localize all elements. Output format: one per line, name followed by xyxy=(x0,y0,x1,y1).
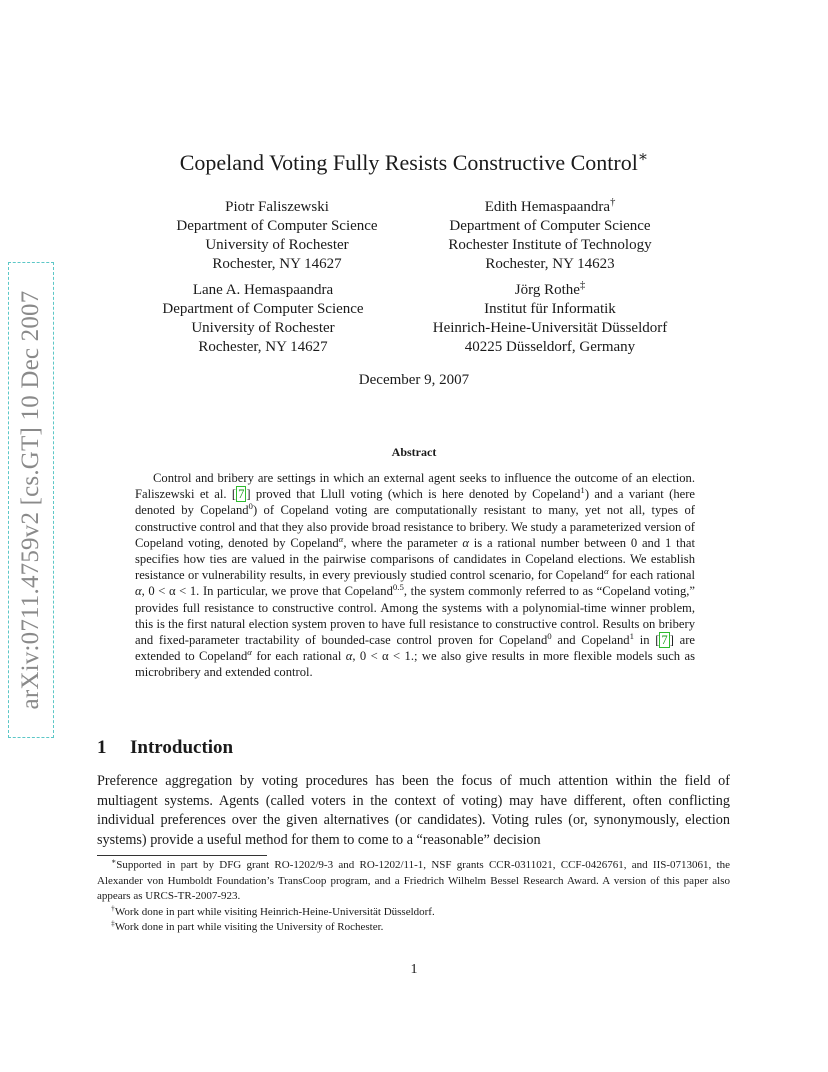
abstract-text: for each rational xyxy=(611,568,695,583)
alpha-symbol: α xyxy=(135,584,142,599)
superscript: 0 xyxy=(248,501,253,512)
abstract-text: ) and a variant (here denoted by Copeland xyxy=(135,487,696,518)
abstract-text: Control and bribery are settings in which an external agent seeks to influence the outcome of an election. Faliszewski et al. xyxy=(135,471,695,502)
author-address: Rochester, NY 14623 xyxy=(485,256,615,272)
footnote-text: Supported in part by DFG grant RO-1202/9-3 and RO-1202/11-1, NSF grants CCR-0311021, CCF-0426761, and IIS-0713061, the Alexander von Humboldt Foundation’s TransCoop program, and a Friedrich Wilhelm Bessel Research Award. A version of this paper also appears as URCS-TR-2007-923. xyxy=(97,859,730,902)
footnote-text: Work done in part while visiting Heinrich-Heine-Universität Düsseldorf. xyxy=(114,905,435,918)
title-footnote-mark: ∗ xyxy=(637,148,649,166)
abstract-text: proved that Llull voting (which is here denoted by Copeland xyxy=(255,487,581,502)
superscript: 0.5 xyxy=(392,582,404,593)
alpha-range: , 0 < α < 1. xyxy=(352,649,414,664)
abstract-text: , the system commonly referred to as “Copeland voting,” provides full resistance to constructive control. Among the systems with a polynomial-time winner problem, this is the first natural election system proven to have full resistance to constructive control. Results on bribery and fixed-parameter tractability of bounded-case control proven for Copeland xyxy=(135,584,696,648)
paper-title xyxy=(0,150,828,176)
section-heading xyxy=(97,737,233,759)
footnote xyxy=(97,902,730,921)
arxiv-stamp-text: arXiv:0711.4759v2 [cs.GT] 10 Dec 2007 xyxy=(17,290,44,710)
author-block-4 xyxy=(412,281,688,357)
footnote-mark: ∗ xyxy=(111,856,117,866)
author-name: Lane A. Hemaspaandra xyxy=(192,282,334,298)
abstract-paragraph: Control and bribery are settings in which an external agent seeks to influence the outcome of an election. Faliszewski et al. [ 7 ] proved that Llull voting (which is here denoted by Copeland$^1$) and a variant (here denoted by Copeland$^0$) of Copeland voting are computationally resistant to many, yet not all, types of constructive control and that they also provide broad resistance to bribery. We study a parameterized version of Copeland voting, denoted by Copeland$^\alpha$, where the parameter α is a rational number between 0 and 1 that specifies how ties are valued in the pairwise comparisons of candidates in Copeland elections. We establish resistance or vulnerability results, in every previously studied control scenario, for Copeland$^\alpha$ for each rational α, 0 < α < 1. In particular, we prove that Copeland$^{0.5}$, the system commonly referred to as “Copeland voting,” provides full resistance to constructive control. Among the systems with a polynomial-time winner problem, this is the first natural election system proven to have full resistance to constructive control. Results on bribery and fixed-parameter tractability of bounded-case control proven for Copeland$^0$ and Copeland$^1$ in [ 7 ] are extended to Copeland$^\alpha$ for each rational α, 0 < α < 1.; we also give results in more flexible models such as microbribery and extended control. xyxy=(135,471,696,680)
alpha-symbol: α xyxy=(338,533,344,544)
footnote-divider xyxy=(97,855,267,856)
author-institution: Rochester Institute of Technology xyxy=(448,237,652,253)
author-block-1 xyxy=(155,198,399,274)
author-name: Jörg Rothe xyxy=(514,282,580,298)
footnote-mark: † xyxy=(111,902,115,912)
author-address: Rochester, NY 14627 xyxy=(212,256,342,272)
superscript: 0 xyxy=(547,630,552,641)
author-address: 40225 Düsseldorf, Germany xyxy=(464,339,636,355)
author-mark: † xyxy=(610,197,616,208)
footnote xyxy=(97,858,730,905)
alpha-symbol: α xyxy=(603,566,609,577)
citation-link[interactable]: 7 xyxy=(661,633,668,648)
abstract-text: and Copeland xyxy=(557,633,630,648)
alpha-symbol: α xyxy=(247,647,252,658)
arxiv-stamp xyxy=(8,262,54,738)
author-department: Department of Computer Science xyxy=(176,218,378,234)
section-title: Introduction xyxy=(130,737,234,758)
author-address: Rochester, NY 14627 xyxy=(198,339,328,355)
author-institution: Heinrich-Heine-Universität Düsseldorf xyxy=(432,320,668,336)
author-mark: ‡ xyxy=(579,280,586,291)
abstract-text: In particular, we prove that Copeland xyxy=(202,584,393,599)
abstract-text: , where the parameter xyxy=(343,535,458,550)
footnotes xyxy=(97,858,730,936)
abstract-text: ; we also give results in more flexible models such as microbribery and extended control. xyxy=(135,649,695,680)
superscript: 1 xyxy=(580,485,585,496)
introduction-body xyxy=(97,772,730,850)
page-number: 1 xyxy=(410,962,418,977)
publication-date: December 9, 2007 xyxy=(358,372,470,388)
author-department: Institut für Informatik xyxy=(484,301,616,317)
author-name: Edith Hemaspaandra xyxy=(484,199,611,215)
introduction-paragraph: Preference aggregation by voting procedures has been the focus of much attention within the field of multiagent systems. Agents (called voters in the context of voting) may have different, often conflicting individual preferences over the given alternatives (or candidates). Voting rules (or, synonymously, election systems) provide a useful method for them to come to a “reasonable” decision xyxy=(97,773,730,848)
footnote-mark: ‡ xyxy=(111,918,115,928)
abstract-text: ) of Copeland voting are computationally resistant to many, yet not all, types of constructive control and that they also provide broad resistance to bribery. We study a parameterized version of Copeland voting, denoted by Copeland xyxy=(135,503,695,550)
abstract-text: in xyxy=(639,633,650,648)
abstract-text: are extended to Copeland xyxy=(135,633,696,664)
citation-link[interactable]: 7 xyxy=(238,487,245,502)
author-name: Piotr Faliszewski xyxy=(225,199,329,215)
author-institution: University of Rochester xyxy=(205,237,349,253)
footnote xyxy=(97,920,730,936)
author-department: Department of Computer Science xyxy=(162,301,364,317)
alpha-symbol: α xyxy=(345,649,353,664)
author-department: Department of Computer Science xyxy=(449,218,651,234)
abstract-text: for each rational xyxy=(256,649,342,664)
abstract-body xyxy=(135,470,695,681)
author-block-2 xyxy=(428,198,672,274)
alpha-symbol: α xyxy=(462,535,469,550)
paper-title-text: Copeland Voting Fully Resists Constructive Control xyxy=(179,150,638,175)
section-number: 1 xyxy=(97,737,107,758)
abstract-text: is a rational number between 0 and 1 that specifies how ties are valued in the pairwise comparisons of candidates in Copeland elections. We establish resistance or vulnerability results, in every previously studied control scenario, for Copeland xyxy=(135,535,696,583)
author-block-3 xyxy=(140,281,386,357)
superscript: 1 xyxy=(629,630,634,641)
alpha-range: , 0 < α < 1. xyxy=(141,584,200,599)
abstract-heading: Abstract xyxy=(391,445,437,459)
author-institution: University of Rochester xyxy=(191,320,335,336)
footnote-text: Work done in part while visiting the University of Rochester. xyxy=(114,921,384,933)
